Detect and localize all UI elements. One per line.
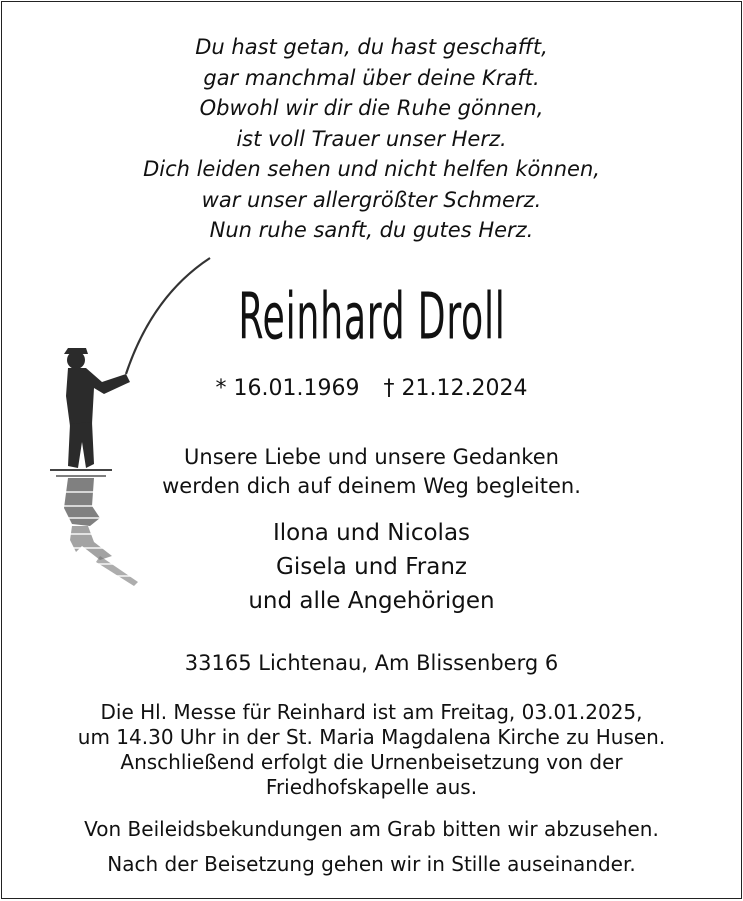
deceased-name: Reinhard Droll (238, 280, 506, 355)
farewell-text (2, 443, 741, 501)
mass-line: Friedhofskapelle aus. (265, 775, 478, 799)
poem-line: ist voll Trauer unser Herz. (236, 126, 507, 151)
birth-date: * 16.01.1969 (215, 376, 360, 401)
life-dates (2, 376, 741, 401)
mourner-line: Gisela und Franz (276, 554, 467, 580)
poem-line: Dich leiden sehen und nicht helfen können, (143, 157, 600, 181)
condolence-note: Von Beileidsbekundungen am Grab bitten wir abzusehen. (84, 817, 659, 841)
closing-note: Nach der Beisetzung gehen wir in Stille auseinander. (107, 852, 636, 876)
farewell-line: werden dich auf deinem Weg begleiten. (162, 474, 581, 498)
mourner-line: und alle Angehörigen (248, 588, 495, 614)
mass-info (2, 700, 741, 800)
mass-line: Die Hl. Messe für Reinhard ist am Freitag, 03.01.2025, (100, 700, 643, 724)
mass-line: um 14.30 Uhr in der St. Maria Magdalena Kirche zu Husen. (77, 725, 666, 749)
obituary-notice (1, 1, 742, 899)
poem-line: war unser allergrößter Schmerz. (201, 187, 542, 212)
address: 33165 Lichtenau, Am Blissenberg 6 (184, 651, 559, 675)
poem-line: Obwohl wir dir die Ruhe gönnen, (199, 96, 544, 120)
poem-line: Nun ruhe sanft, du gutes Herz. (209, 218, 534, 242)
death-date: † 21.12.2024 (383, 376, 528, 401)
mourner-line: Ilona und Nicolas (272, 520, 471, 546)
mass-line: Anschließend erfolgt die Urnenbeisetzung von der (120, 750, 623, 774)
poem-line: gar manchmal über deine Kraft. (203, 65, 540, 90)
farewell-line: Unsere Liebe und unsere Gedanken (184, 445, 559, 469)
mourners (2, 516, 741, 618)
poem (2, 32, 741, 246)
poem-line: Du hast getan, du hast geschafft, (195, 35, 548, 59)
